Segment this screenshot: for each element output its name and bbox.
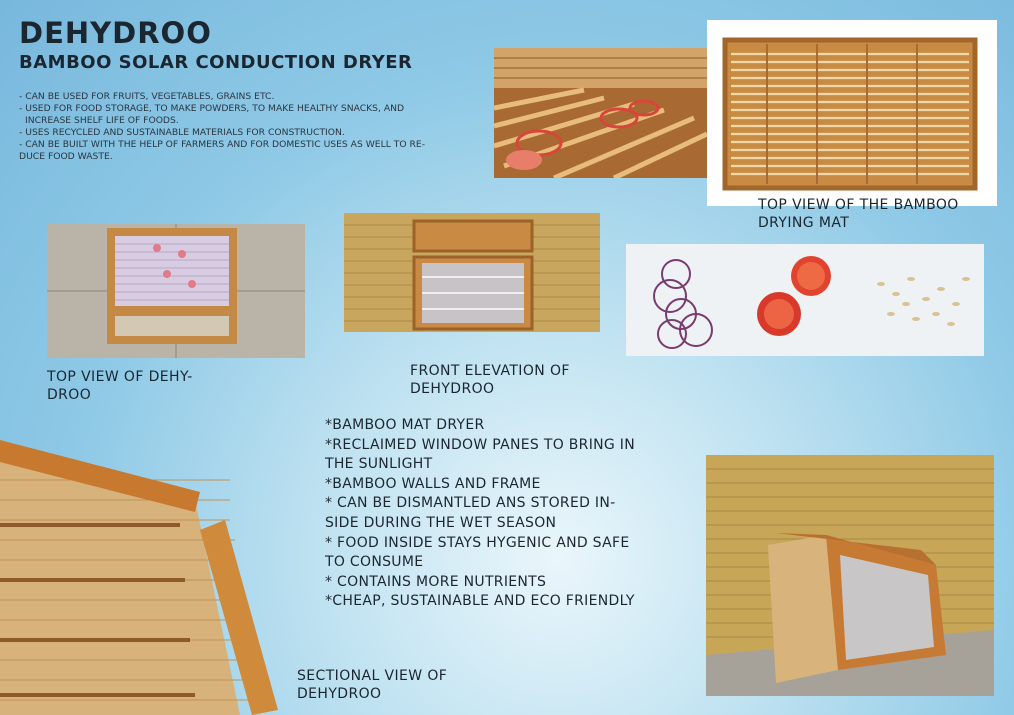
feature-item: *RECLAIMED WINDOW PANES TO BRING IN [325, 436, 636, 453]
features-list [325, 416, 675, 612]
sectional-view-image [0, 430, 290, 715]
feature-item: *BAMBOO MAT DRYER [325, 417, 485, 433]
usage-bullet-list [19, 91, 489, 163]
page-title: DEHYDROO [19, 16, 212, 50]
feature-item: * CAN BE DISMANTLED ANS STORED IN- [325, 495, 616, 512]
front-elevation-caption [410, 362, 570, 398]
caption-line: DEHYDROO [297, 686, 382, 702]
mat-top-view-caption [758, 196, 959, 232]
caption-line: DEHYDROO [410, 381, 495, 397]
dehydroo-top-view-image [47, 224, 305, 358]
feature-item: SIDE DURING THE WET SEASON [325, 514, 557, 531]
caption-line: SECTIONAL VIEW OF [297, 668, 448, 684]
feature-item: * FOOD INSIDE STAYS HYGENIC AND SAFE [325, 534, 630, 551]
feature-item: *CHEAP, SUSTAINABLE AND ECO FRIENDLY [325, 593, 635, 610]
bullet-item: - USED FOR FOOD STORAGE, TO MAKE POWDERS, TO MAKE HEALTHY SNACKS, AND [19, 103, 405, 114]
bullet-item: INCREASE SHELF LIFE OF FOODS. [25, 115, 179, 126]
feature-item: THE SUNLIGHT [325, 456, 433, 473]
top-view-caption [47, 368, 193, 404]
bamboo-mat-top-view-image [707, 20, 997, 206]
mat-closeup-image [494, 48, 707, 178]
page-subtitle: BAMBOO SOLAR CONDUCTION DRYER [19, 52, 413, 73]
bullet-item: - CAN BE USED FOR FRUITS, VEGETABLES, GRAINS ETC. [19, 91, 275, 102]
bullet-item: - USES RECYCLED AND SUSTAINABLE MATERIALS FOR CONSTRUCTION. [19, 127, 345, 138]
front-elevation-image [344, 213, 600, 332]
feature-item: *BAMBOO WALLS AND FRAME [325, 475, 541, 492]
food-samples-image [626, 244, 984, 356]
caption-line: FRONT ELEVATION OF [410, 363, 570, 379]
caption-line: DRYING MAT [758, 215, 850, 231]
feature-item: * CONTAINS MORE NUTRIENTS [325, 573, 547, 590]
bullet-item: DUCE FOOD WASTE. [19, 151, 113, 162]
bullet-item: - CAN BE BUILT WITH THE HELP OF FARMERS AND FOR DOMESTIC USES AS WELL TO RE- [19, 139, 426, 150]
perspective-render-image [706, 455, 994, 696]
feature-item: TO CONSUME [325, 554, 424, 571]
sectional-view-caption [297, 667, 447, 703]
caption-line: DROO [47, 387, 92, 403]
caption-line: TOP VIEW OF THE BAMBOO [758, 197, 959, 213]
caption-line: TOP VIEW OF DEHY- [47, 369, 193, 385]
